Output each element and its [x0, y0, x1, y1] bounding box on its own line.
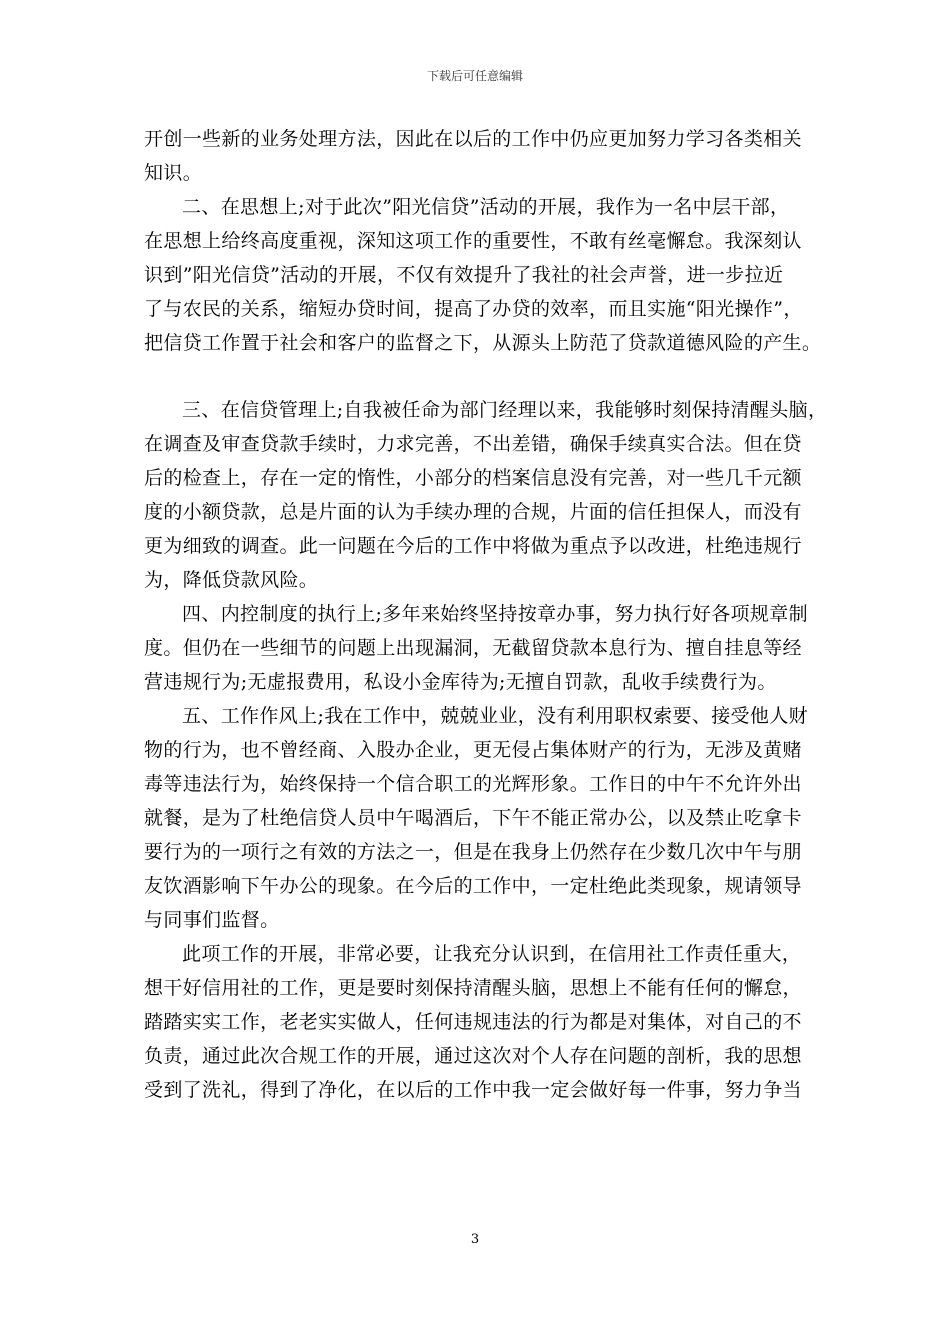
text-line: 受到了洗礼，得到了净化，在以后的工作中我一定会做好每一件事，努力争当	[144, 1079, 802, 1101]
text-line: 此项工作的开展，非常必要，让我充分认识到，在信用社工作责任重大，	[182, 943, 802, 965]
page-number: 3	[470, 1232, 480, 1247]
text-line: 五、工作作风上;我在工作中，兢兢业业，没有利用职权索要、接受他人财	[182, 705, 808, 727]
text-line: 四、内控制度的执行上;多年来始终坚持按章办事，努力执行好各项规章制	[182, 603, 808, 625]
text-line: 负责，通过此次合规工作的开展，通过这次对个人存在问题的剖析，我的思想	[144, 1045, 802, 1067]
text-line: 二、在思想上;对于此次”阳光信贷”活动的开展，我作为一名中层干部，	[182, 196, 790, 218]
paragraph-spacer	[144, 360, 818, 393]
page-header: 下载后可任意编辑	[426, 69, 523, 83]
text-line: 更为细致的调查。此一问题在今后的工作中将做为重点予以改进，杜绝违规行	[144, 535, 802, 557]
text-line: 度的小额贷款，总是片面的认为手续办理的合规，片面的信任担保人，而没有	[144, 501, 802, 523]
text-line: 物的行为，也不曾经商、入股办企业，更无侵占集体财产的行为，无涉及黄赌	[144, 739, 802, 761]
text-line: 要行为的一项行之有效的方法之一，但是在我身上仍然存在少数几次中午与朋	[144, 841, 802, 863]
text-line: 毒等违法行为，始终保持一个信合职工的光辉形象。工作日的中午不允许外出	[144, 773, 802, 795]
text-line: 了与农民的关系，缩短办贷时间，提高了办贷的效率，而且实施“阳光操作”，	[144, 298, 803, 320]
text-line: 识到”阳光信贷”活动的开展，不仅有效提升了我社的社会声誉，进一步拉近	[144, 264, 784, 286]
text-line: 与同事们监督。	[144, 909, 280, 931]
text-line: 把信贷工作置于社会和客户的监督之下，从源头上防范了贷款道德风险的产生。	[144, 332, 822, 354]
text-line: 为，降低贷款风险。	[144, 569, 319, 591]
document-body	[144, 122, 828, 1107]
text-line: 在思想上给终高度重视，深知这项工作的重要性，不敢有丝毫懈怠。我深刻认	[144, 230, 802, 252]
text-line: 想干好信用社的工作，更是要时刻保持清醒头脑，思想上不能有任何的懈怠，	[144, 977, 802, 999]
text-line: 后的检查上，存在一定的惰性，小部分的档案信息没有完善，对一些几千元额	[144, 467, 802, 489]
text-line: 营违规行为;无虚报费用，私设小金库待为;无擅自罚款，乱收手续费行为。	[144, 671, 777, 693]
text-line: 开创一些新的业务处理方法，因此在以后的工作中仍应更加努力学习各类相关	[144, 128, 802, 150]
text-line: 知识。	[144, 162, 203, 184]
text-line: 踏踏实实工作，老老实实做人，任何违规违法的行为都是对集体，对自己的不	[144, 1011, 802, 1033]
text-line: 在调查及审查贷款手续时，力求完善，不出差错，确保手续真实合法。但在贷	[144, 433, 802, 455]
text-line: 就餐，是为了杜绝信贷人员中午喝酒后，下午不能正常办公，以及禁止吃拿卡	[144, 807, 802, 829]
text-line: 三、在信贷管理上;自我被任命为部门经理以来，我能够时刻保持清醒头脑，	[182, 399, 828, 421]
text-line: 友饮酒影响下午办公的现象。在今后的工作中，一定杜绝此类现象，规请领导	[144, 875, 802, 897]
text-line: 度。但仍在一些细节的问题上出现漏洞，无截留贷款本息行为、擅自挂息等经	[144, 637, 802, 659]
